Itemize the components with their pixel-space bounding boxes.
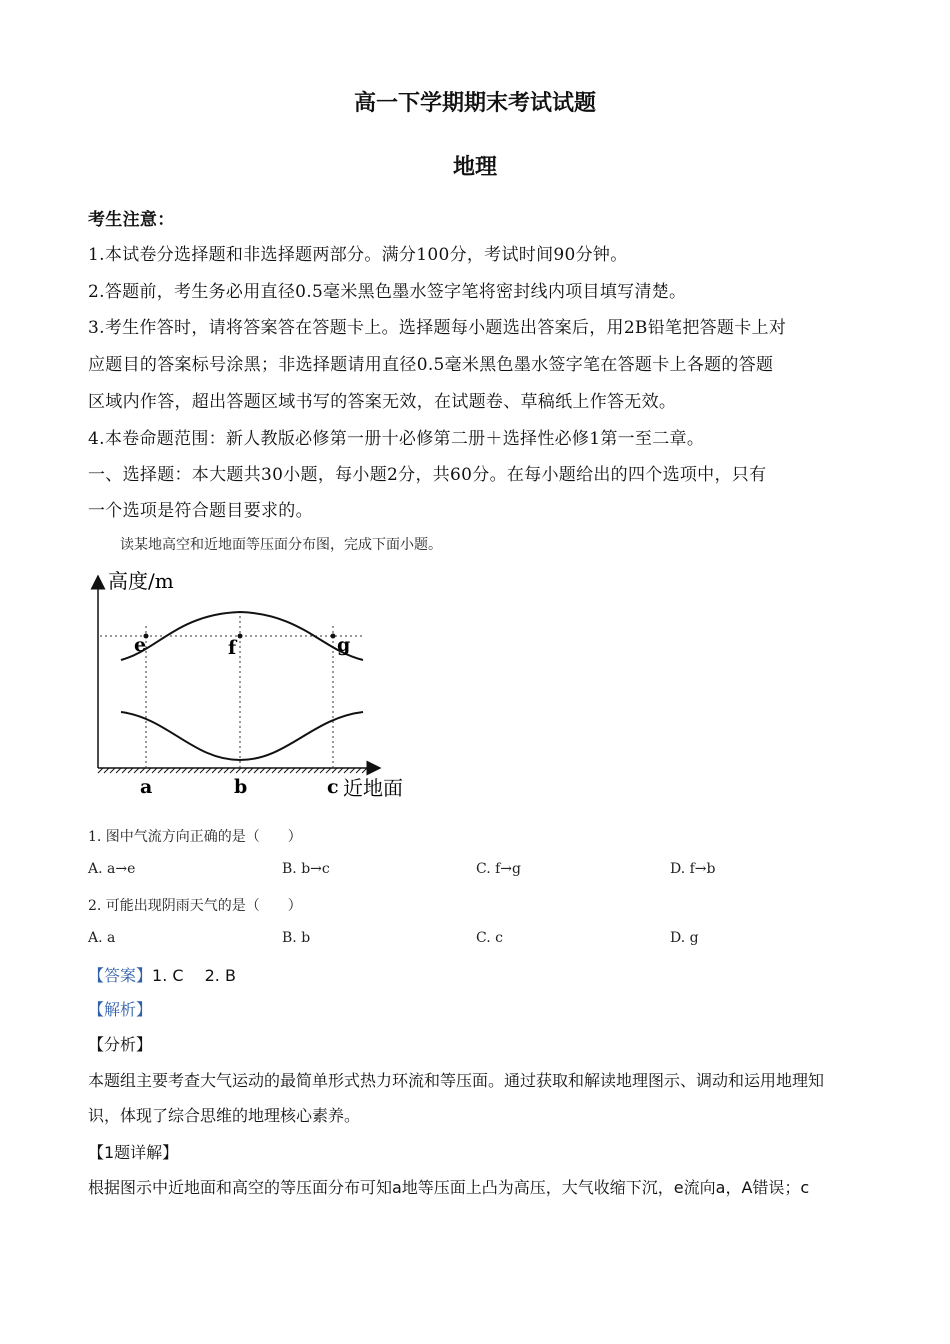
label-e: e — [134, 634, 147, 656]
detail-line: 根据图示中近地面和高空的等压面分布可知a地等压面上凸为高压，大气收缩下沉，e流向a，A错误；c — [88, 1178, 810, 1197]
y-axis-label: 高度/m — [108, 569, 174, 593]
notice-line: 应题目的答案标号涂黑；非选择题请用直径0.5毫米黑色墨水签字笔在答题卡上各题的答题 — [88, 355, 774, 375]
fenxi-line: 本题组主要考查大气运动的最简单形式热力环流和等压面。通过获取和解读地理图示、调动和运用地理知 — [88, 1071, 825, 1090]
fenxi-line: 识，体现了综合思维的地理核心素养。 — [88, 1106, 361, 1125]
isobar-diagram — [88, 566, 418, 806]
notice-line: 3.考生作答时，请将答案答在答题卡上。选择题每小题选出答案后，用2B铅笔把答题卡上对 — [88, 318, 787, 338]
label-f: f — [228, 637, 237, 659]
fenxi-label: 【分析】 — [88, 1035, 153, 1054]
answer-label: 【答案】 — [88, 966, 153, 985]
answer-row — [88, 963, 236, 986]
q1-option-a: A. a→e — [88, 861, 136, 877]
question-1-stem: 1. 图中气流方向正确的是（ ） — [88, 829, 302, 845]
q1-option-d: D. f→b — [670, 861, 716, 877]
notice-line: 4.本卷命题范围：新人教版必修第一册十必修第二册＋选择性必修1第一至二章。 — [88, 429, 705, 449]
q2-option-a: A. a — [88, 930, 116, 946]
label-g: g — [337, 634, 351, 656]
q1-option-b: B. b→c — [282, 861, 330, 877]
section-heading: 一、选择题：本大题共30小题，每小题2分，共60分。在每小题给出的四个选项中，只有 — [88, 465, 767, 485]
analysis-label: 【解析】 — [88, 1000, 153, 1019]
notice-line: 2.答题前，考生务必用直径0.5毫米黑色墨水签字笔将密封线内项目填写清楚。 — [88, 282, 687, 302]
label-a: a — [140, 776, 153, 798]
detail-label: 【1题详解】 — [88, 1143, 179, 1162]
notice-line: 区域内作答，超出答题区域书写的答案无效，在试题卷、草稿纸上作答无效。 — [88, 392, 677, 412]
page-title: 高一下学期期末考试试题 — [353, 91, 596, 116]
q1-option-c: C. f→g — [476, 861, 521, 877]
section-heading-cont: 一个选项是符合题目要求的。 — [88, 501, 313, 521]
notice-heading: 考生注意： — [88, 210, 175, 230]
subject-title: 地理 — [452, 155, 497, 180]
x-axis-label: 近地面 — [343, 776, 403, 800]
q2-option-d: D. g — [670, 930, 699, 946]
q2-option-b: B. b — [282, 930, 311, 946]
answer-text: 1. C 2. B — [152, 966, 236, 985]
point-g — [331, 634, 336, 639]
point-f — [238, 634, 243, 639]
question-intro: 读某地高空和近地面等压面分布图，完成下面小题。 — [120, 537, 442, 553]
question-2-stem: 2. 可能出现阴雨天气的是（ ） — [88, 898, 302, 914]
notice-line: 1.本试卷分选择题和非选择题两部分。满分100分，考试时间90分钟。 — [88, 245, 628, 265]
q2-option-c: C. c — [476, 930, 503, 946]
lower-isobar — [121, 712, 363, 760]
label-b: b — [234, 776, 248, 798]
label-c: c — [327, 776, 339, 798]
